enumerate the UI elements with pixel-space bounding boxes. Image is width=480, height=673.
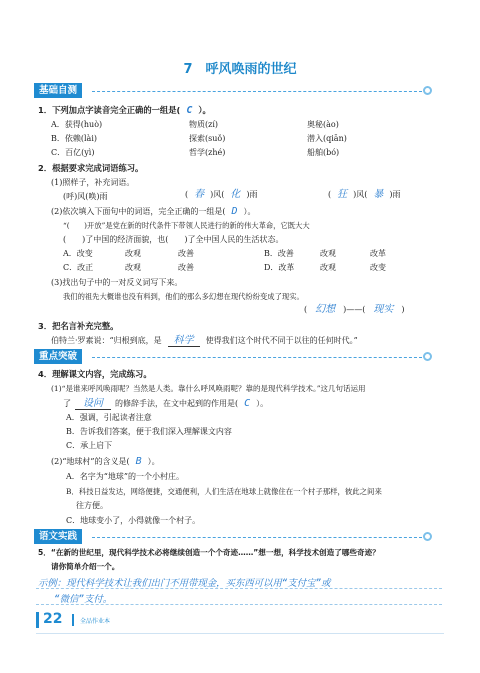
q2-option-b3: 改革: [370, 249, 386, 258]
footer-accent-bar: [36, 612, 39, 628]
q1-stem: 1．下列加点字读音完全正确的一组是( C ）。: [38, 105, 211, 116]
q1-option-a2: 物质(zí): [189, 120, 219, 129]
q5-answer-2: “微信”支付。: [54, 594, 113, 605]
q2-option-d3: 改变: [370, 263, 386, 272]
q4-part1-line1: (1)“是谁来呼风唤雨呢？当然是人类。靠什么呼风唤雨呢？靠的是现代科学技术。”这几句话运用: [51, 384, 366, 393]
q2-blank-c: ( 狂 )风( 暴 )雨: [328, 189, 401, 200]
q1-option-b: B．依赖(lài): [51, 134, 98, 143]
q2-option-c: C．改正: [63, 263, 94, 272]
section-divider: [92, 91, 422, 92]
q5-answer-1: 示例：现代科学技术让我们出门不用带现金，买东西可以用“支付宝”或: [38, 578, 331, 589]
series-name: 全品作业本: [80, 618, 111, 625]
section-header-key: 重点突破: [34, 349, 82, 364]
q2-option-d2: 改观: [320, 263, 336, 272]
q2-part1: (1)照样子，补充词语。: [51, 178, 135, 187]
q2-option-c3: 改善: [178, 263, 194, 272]
q2-option-a: A．改变: [63, 249, 93, 258]
q4-option-2b-cont: 往方便。: [76, 501, 108, 510]
q2-part3: (3)找出句子中的一对反义词写下来。: [51, 278, 183, 287]
q1-option-a: A．获得(huò): [51, 120, 103, 129]
footer-rule: [36, 633, 444, 634]
section-end-icon: [423, 86, 432, 95]
q4-part1-line2: 了 设问 的修辞手法，在文中起到的作用是( C ）。: [63, 398, 269, 409]
q2-option-c2: 改观: [125, 263, 141, 272]
q2-part3-sentence: 我们的祖先大概谁也没有料到，他们的那么多幻想在现代纷纷变成了现实。: [63, 292, 304, 301]
q2-antonyms: ( 幻想 )——( 现实 ): [304, 304, 405, 315]
q3-stem: 3．把名言补充完整。: [38, 321, 119, 331]
lesson-title: 7 呼风唤雨的世纪: [183, 62, 297, 77]
q1-answer: C: [186, 105, 193, 116]
q2-option-a3: 改善: [178, 249, 194, 258]
q4-option-1b: B．告诉我们答案，便于我们深入理解课文内容: [66, 427, 232, 436]
q1-option-b2: 探索(suǒ): [189, 134, 226, 143]
q4-option-2a: A．名字为“地球”的一个小村庄。: [66, 472, 184, 481]
q2-example: (呼)风(唤)雨: [63, 192, 108, 201]
q4-option-2b: B．科技日益发达，网络便捷，交通便利，人们生活在地球上就像住在一个村子那样，彼此之间来: [66, 487, 382, 496]
footer-separator: [72, 614, 74, 626]
q2-sentence-2: ( )了中国的经济面貌，也( )了全中国人民的生活状态。: [63, 235, 284, 244]
q1-option-a3: 奥秘(ào): [307, 120, 339, 129]
q5-stem-2: 请你简单介绍一个。: [51, 562, 120, 571]
section-end-icon: [423, 352, 432, 361]
section-divider: [92, 537, 422, 538]
q2-option-d: D．改革: [264, 263, 295, 272]
answer-rule: [36, 604, 442, 605]
section-header-basic: 基础自测: [34, 83, 82, 98]
q4-part2: (2)“地球村”的含义是( B ）。: [51, 456, 160, 467]
q2-blank-b: ( 春 )风( 化 )雨: [185, 189, 258, 200]
q4-option-2c: C．地球变小了，小得就像一个村子。: [66, 516, 201, 525]
q1-option-c: C．百亿(yì): [51, 148, 95, 157]
q1-option-b3: 潜入(qiān): [307, 134, 347, 143]
q2-stem: 2．根据要求完成词语练习。: [38, 163, 144, 173]
q2-option-b: B．改善: [264, 249, 294, 258]
q5-stem-1: 5．“在新的世纪里，现代科学技术必将继续创造一个个奇迹……”想一想，科学技术创造了哪些奇迹？: [38, 548, 380, 557]
page-number: 22: [43, 611, 63, 627]
q4-stem: 4．理解课文内容，完成练习。: [38, 369, 152, 379]
q2-option-a2: 改观: [125, 249, 141, 258]
answer-rule: [36, 588, 442, 589]
section-end-icon: [423, 532, 432, 541]
q2-part2: (2)依次填入下面句中的词语，完全正确的一组是( D ）。: [51, 206, 256, 217]
section-divider: [92, 357, 422, 358]
q2-sentence-1: “( )开放”是党在新的时代条件下带领人民进行的新的伟大革命，它既大大: [63, 221, 310, 230]
q3-quote: 伯特兰·罗素说：“归根到底，是 科学 使得我们这个时代不同于以往的任何时代。”: [51, 335, 358, 346]
q1-option-c2: 哲学(zhé): [189, 148, 226, 157]
q2-option-b2: 改观: [320, 249, 336, 258]
q4-option-1c: C．承上启下: [66, 441, 113, 450]
q4-option-1a: A．强调，引起读者注意: [66, 413, 152, 422]
section-header-practice: 语文实践: [34, 529, 82, 544]
q1-option-c3: 船舶(bó): [307, 148, 340, 157]
